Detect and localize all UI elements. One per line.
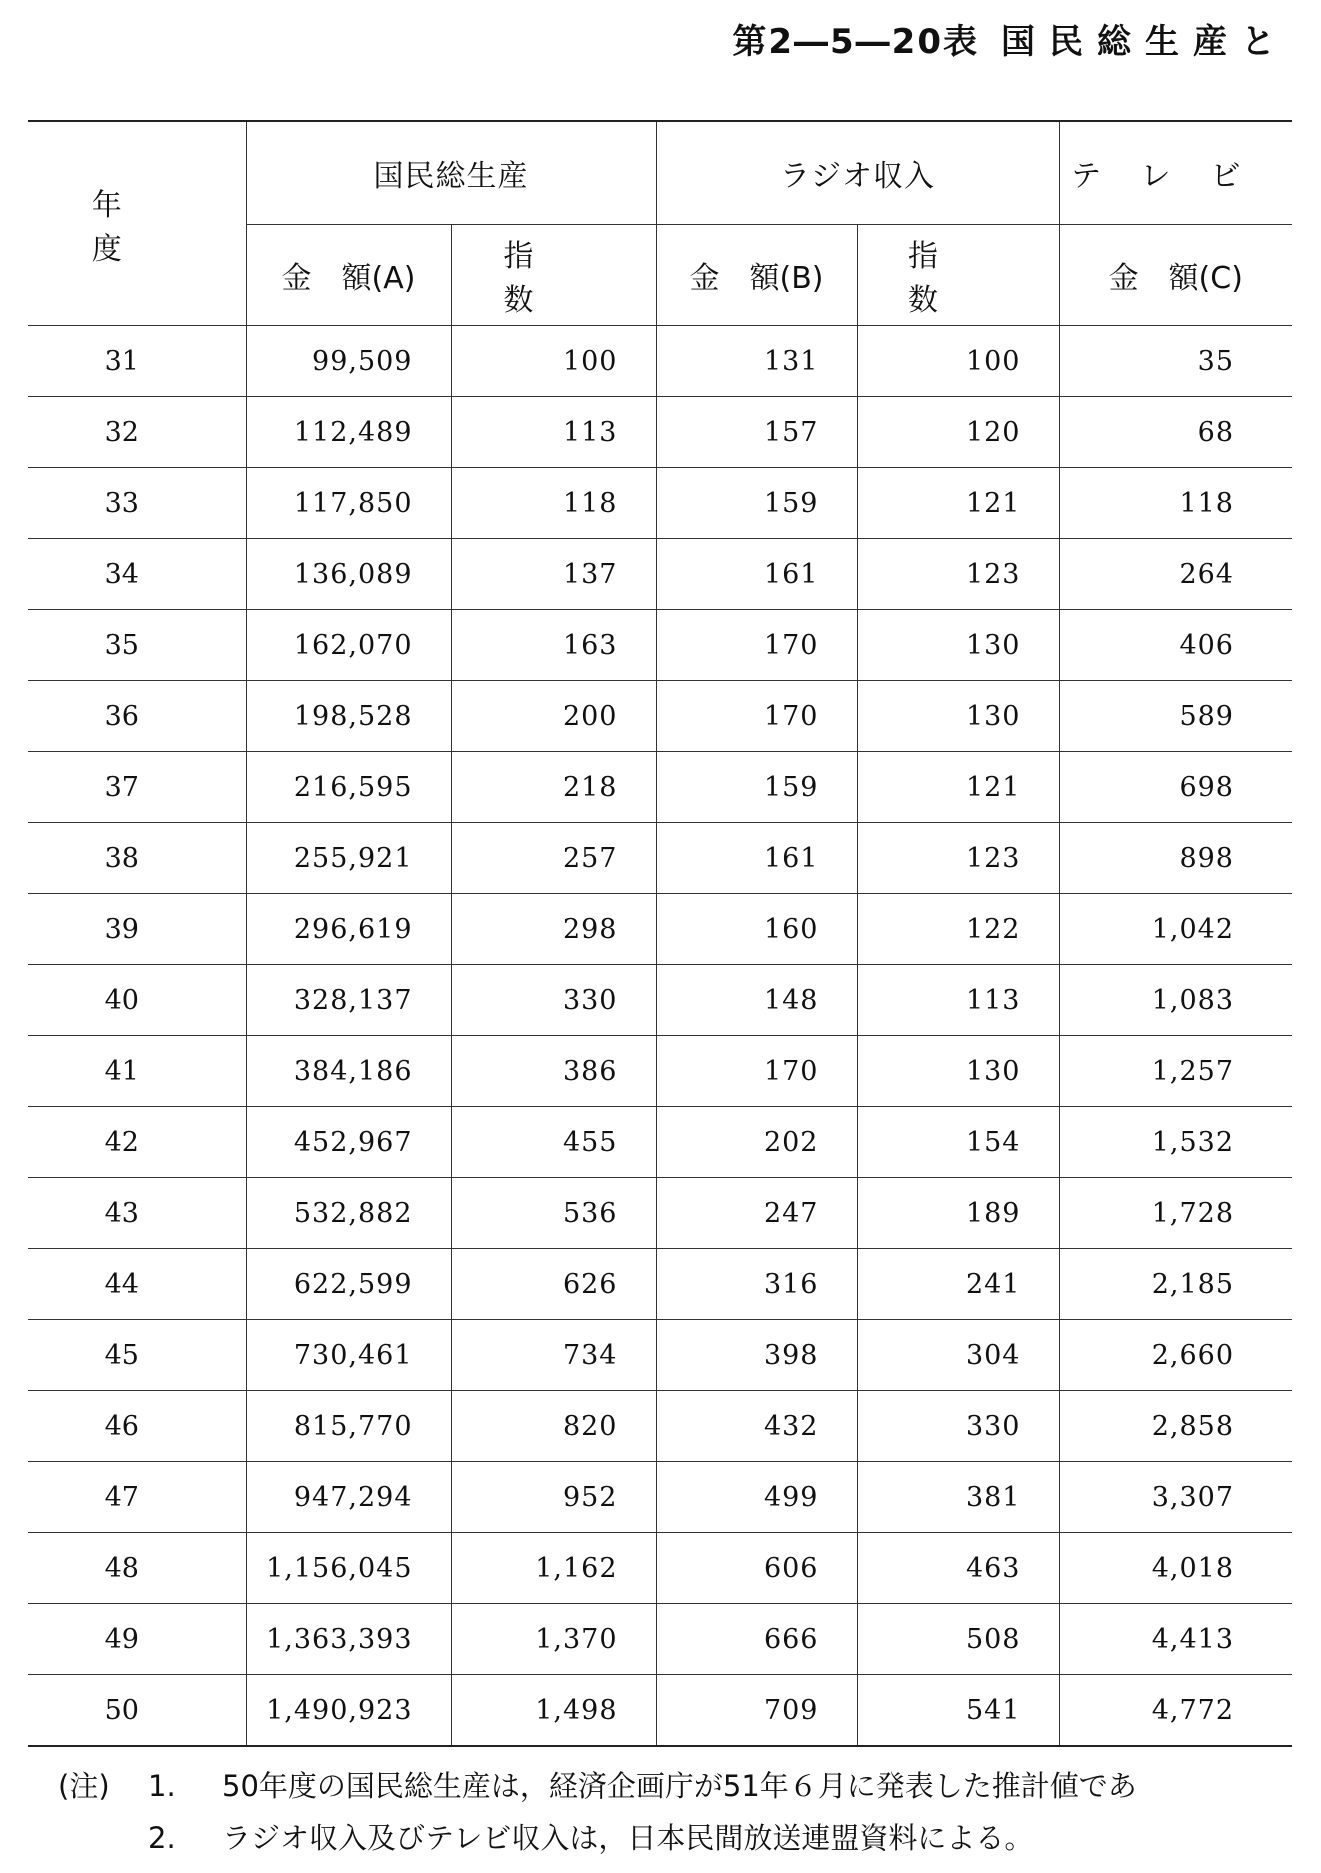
tv-amount-cell: 2,660 [1059,1320,1292,1391]
gnp-amount-cell: 1,363,393 [246,1604,451,1675]
gnp-index-cell: 118 [451,468,656,539]
tv-amount-cell: 589 [1059,681,1292,752]
gnp-amount-cell: 384,186 [246,1036,451,1107]
radio-index-cell: 130 [857,610,1059,681]
gnp-index-cell: 820 [451,1391,656,1462]
radio-amount-cell: 170 [656,681,857,752]
year-cell: 48 [28,1533,246,1604]
table-row [28,610,1292,681]
tv-group-header: テレビ [1059,121,1292,225]
gnp-amount-cell: 255,921 [246,823,451,894]
gnp-amount-cell: 328,137 [246,965,451,1036]
gnp-index-cell: 330 [451,965,656,1036]
note-text: 50年度の国民総生産は，経済企画庁が51年６月に発表した推計値であ [222,1769,1137,1803]
year-cell: 45 [28,1320,246,1391]
gnp-amount-cell: 117,850 [246,468,451,539]
radio-index-cell: 508 [857,1604,1059,1675]
radio-amount-cell: 148 [656,965,857,1036]
year-cell: 34 [28,539,246,610]
radio-index-cell: 154 [857,1107,1059,1178]
table-row [28,894,1292,965]
gnp-amount-cell: 452,967 [246,1107,451,1178]
data-table [28,120,1292,1747]
note-text: ラジオ収入及びテレビ収入は，日本民間放送連盟資料による。 [222,1821,1034,1855]
gnp-amount-cell: 532,882 [246,1178,451,1249]
tv-amount-cell: 4,413 [1059,1604,1292,1675]
radio-amount-cell: 157 [656,397,857,468]
radio-index-cell: 541 [857,1675,1059,1747]
radio-index-header: 指 数 [857,225,1059,326]
table-row [28,1107,1292,1178]
gnp-index-cell: 200 [451,681,656,752]
note-row [58,1760,1137,1812]
gnp-index-cell: 100 [451,326,656,397]
gnp-amount-cell: 216,595 [246,752,451,823]
tv-amount-cell: 35 [1059,326,1292,397]
year-cell: 38 [28,823,246,894]
tv-amount-cell: 4,772 [1059,1675,1292,1747]
gnp-amount-cell: 1,490,923 [246,1675,451,1747]
table-body [28,326,1292,1747]
radio-index-cell: 122 [857,894,1059,965]
gnp-amount-cell: 947,294 [246,1462,451,1533]
radio-amount-cell: 161 [656,823,857,894]
radio-amount-cell: 161 [656,539,857,610]
tv-amount-cell: 1,042 [1059,894,1292,965]
gnp-amount-cell: 99,509 [246,326,451,397]
radio-index-cell: 123 [857,539,1059,610]
radio-amount-cell: 666 [656,1604,857,1675]
radio-amount-cell: 606 [656,1533,857,1604]
gnp-index-cell: 1,162 [451,1533,656,1604]
gnp-index-cell: 218 [451,752,656,823]
radio-index-cell: 130 [857,681,1059,752]
table-row [28,1036,1292,1107]
gnp-index-cell: 455 [451,1107,656,1178]
year-cell: 44 [28,1249,246,1320]
note-number: 2. [148,1821,176,1855]
radio-amount-cell: 202 [656,1107,857,1178]
note-number: 1. [148,1769,176,1803]
gnp-amount-cell: 622,599 [246,1249,451,1320]
gnp-amount-cell: 1,156,045 [246,1533,451,1604]
radio-index-cell: 123 [857,823,1059,894]
year-cell: 49 [28,1604,246,1675]
year-cell: 42 [28,1107,246,1178]
table-row [28,1462,1292,1533]
radio-amount-cell: 398 [656,1320,857,1391]
note-mark: (注) [58,1769,110,1803]
radio-amount-cell: 159 [656,468,857,539]
table-row [28,1249,1292,1320]
table-name: 国民総生産と [1001,22,1289,62]
gnp-amount-cell: 198,528 [246,681,451,752]
gnp-amount-cell: 815,770 [246,1391,451,1462]
radio-amount-header: 金 額(B) [656,225,857,326]
table-row [28,326,1292,397]
tv-amount-cell: 698 [1059,752,1292,823]
tv-amount-cell: 898 [1059,823,1292,894]
gnp-index-cell: 386 [451,1036,656,1107]
radio-index-cell: 113 [857,965,1059,1036]
radio-index-cell: 189 [857,1178,1059,1249]
table-row [28,397,1292,468]
year-cell: 31 [28,326,246,397]
gnp-index-cell: 626 [451,1249,656,1320]
radio-amount-cell: 316 [656,1249,857,1320]
gnp-amount-cell: 162,070 [246,610,451,681]
gnp-amount-cell: 136,089 [246,539,451,610]
table-row [28,1320,1292,1391]
radio-index-cell: 330 [857,1391,1059,1462]
year-cell: 43 [28,1178,246,1249]
table-row [28,752,1292,823]
year-cell: 36 [28,681,246,752]
year-cell: 46 [28,1391,246,1462]
tv-amount-cell: 264 [1059,539,1292,610]
tv-amount-cell: 1,083 [1059,965,1292,1036]
tv-amount-cell: 2,858 [1059,1391,1292,1462]
year-cell: 39 [28,894,246,965]
gnp-amount-cell: 730,461 [246,1320,451,1391]
gnp-index-header: 指 数 [451,225,656,326]
radio-index-cell: 121 [857,752,1059,823]
gnp-index-cell: 257 [451,823,656,894]
year-cell: 47 [28,1462,246,1533]
radio-index-cell: 100 [857,326,1059,397]
radio-amount-cell: 160 [656,894,857,965]
notes [58,1760,1137,1864]
tv-amount-cell: 1,257 [1059,1036,1292,1107]
tv-amount-cell: 4,018 [1059,1533,1292,1604]
radio-index-cell: 130 [857,1036,1059,1107]
table-number: 第2―5―20表 [732,22,979,62]
year-cell: 35 [28,610,246,681]
gnp-index-cell: 536 [451,1178,656,1249]
table-row [28,965,1292,1036]
table-row [28,1533,1292,1604]
tv-amount-cell: 2,185 [1059,1249,1292,1320]
year-cell: 37 [28,752,246,823]
gnp-amount-cell: 112,489 [246,397,451,468]
radio-amount-cell: 159 [656,752,857,823]
radio-amount-cell: 432 [656,1391,857,1462]
table-row [28,1178,1292,1249]
gnp-amount-header: 金 額(A) [246,225,451,326]
radio-index-cell: 121 [857,468,1059,539]
radio-amount-cell: 247 [656,1178,857,1249]
tv-amount-cell: 118 [1059,468,1292,539]
tv-amount-header: 金 額(C) [1059,225,1292,326]
gnp-index-cell: 734 [451,1320,656,1391]
gnp-amount-cell: 296,619 [246,894,451,965]
radio-amount-cell: 170 [656,610,857,681]
year-cell: 32 [28,397,246,468]
tv-amount-cell: 68 [1059,397,1292,468]
table-row [28,468,1292,539]
year-cell: 50 [28,1675,246,1747]
table-title [732,14,1289,63]
gnp-index-cell: 1,498 [451,1675,656,1747]
radio-index-cell: 463 [857,1533,1059,1604]
tv-amount-cell: 3,307 [1059,1462,1292,1533]
tv-amount-cell: 406 [1059,610,1292,681]
radio-group-header: ラジオ収入 [656,121,1059,225]
tv-amount-cell: 1,532 [1059,1107,1292,1178]
radio-index-cell: 241 [857,1249,1059,1320]
gnp-index-cell: 298 [451,894,656,965]
note-row [58,1812,1137,1864]
radio-amount-cell: 131 [656,326,857,397]
table-row [28,1604,1292,1675]
gnp-index-cell: 1,370 [451,1604,656,1675]
gnp-index-cell: 952 [451,1462,656,1533]
radio-index-cell: 381 [857,1462,1059,1533]
radio-index-cell: 304 [857,1320,1059,1391]
gnp-index-cell: 137 [451,539,656,610]
year-cell: 40 [28,965,246,1036]
table-row [28,681,1292,752]
radio-amount-cell: 499 [656,1462,857,1533]
table-row [28,1675,1292,1747]
radio-amount-cell: 709 [656,1675,857,1747]
gnp-index-cell: 163 [451,610,656,681]
table-row [28,823,1292,894]
gnp-group-header: 国民総生産 [246,121,656,225]
year-header: 年 度 [28,121,246,326]
year-cell: 33 [28,468,246,539]
year-cell: 41 [28,1036,246,1107]
gnp-index-cell: 113 [451,397,656,468]
tv-amount-cell: 1,728 [1059,1178,1292,1249]
radio-index-cell: 120 [857,397,1059,468]
table-row [28,1391,1292,1462]
radio-amount-cell: 170 [656,1036,857,1107]
table-row [28,539,1292,610]
